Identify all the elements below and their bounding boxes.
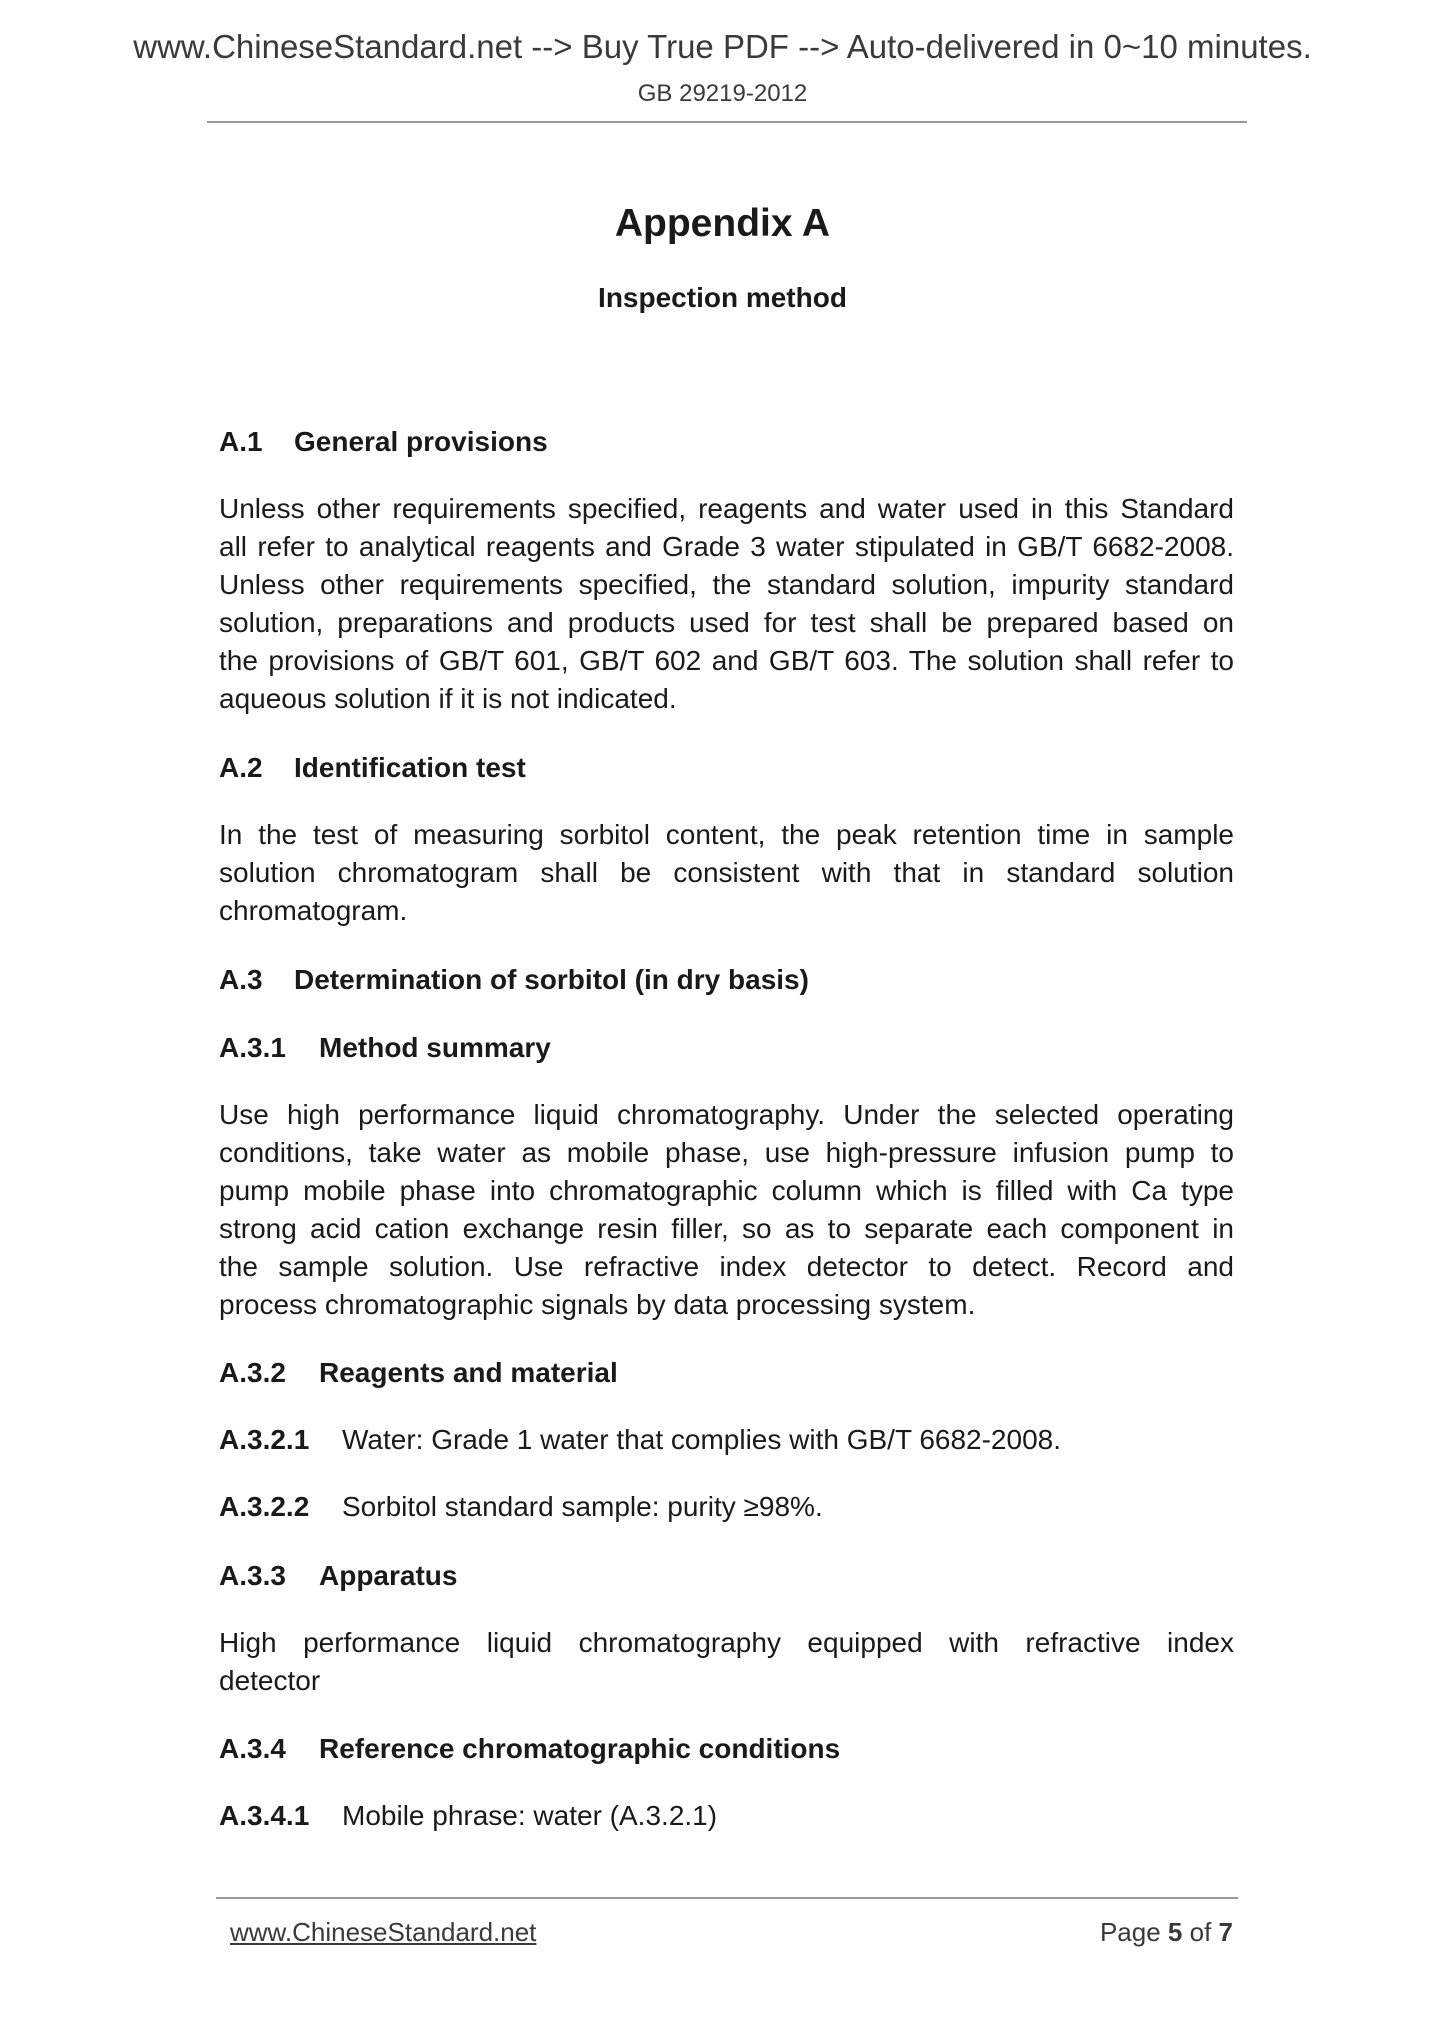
heading-number: A.2	[219, 752, 263, 783]
paragraph-line: chromatogram.	[219, 895, 408, 926]
heading-text: Determination of sorbitol (in dry basis)	[294, 964, 809, 995]
heading-a31	[219, 1029, 551, 1067]
heading-text: Reference chromatographic conditions	[319, 1733, 841, 1764]
paragraph-line: all refer to analytical reagents and Grade 3 water stipulated in GB/T 6682-2008.	[219, 531, 1234, 562]
paragraph-line: solution, preparations and products used for test shall be prepared based on	[219, 607, 1234, 638]
heading-number: A.3.2	[219, 1357, 286, 1388]
item-a321	[219, 1421, 1061, 1459]
heading-number: A.1	[219, 426, 263, 457]
heading-text: Apparatus	[319, 1560, 458, 1591]
item-text: Mobile phrase: water (A.3.2.1)	[342, 1800, 718, 1831]
heading-a2	[219, 749, 526, 787]
item-a322	[219, 1488, 823, 1526]
paragraph-line: the sample solution. Use refractive index detector to detect. Record and	[219, 1251, 1234, 1282]
item-number: A.3.2.1	[219, 1424, 310, 1455]
paragraph-line: process chromatographic signals by data processing system.	[219, 1289, 976, 1320]
page-label: Page	[1099, 1917, 1161, 1947]
paragraph-line: High performance liquid chromatography equipped with refractive index	[219, 1627, 1234, 1658]
total-pages: 7	[1218, 1917, 1233, 1947]
paragraph-line: Unless other requirements specified, the standard solution, impurity standard	[219, 569, 1234, 600]
footer-site-link[interactable]: www.ChineseStandard.net	[230, 1917, 537, 1947]
header-divider	[207, 121, 1247, 123]
heading-number: A.3	[219, 964, 263, 995]
paragraph-a1	[219, 490, 1234, 718]
paragraph-line: Unless other requirements specified, reagents and water used in this Standard	[219, 493, 1234, 524]
paragraph-line: pump mobile phase into chromatographic column which is filled with Ca type	[219, 1175, 1234, 1206]
heading-text: Reagents and material	[319, 1357, 618, 1388]
item-a341	[219, 1797, 717, 1835]
heading-a1	[219, 423, 548, 461]
document-code: GB 29219-2012	[637, 80, 808, 107]
heading-number: A.3.4	[219, 1733, 286, 1764]
current-page: 5	[1167, 1917, 1183, 1947]
paragraph-line: the provisions of GB/T 601, GB/T 602 and GB/T 603. The solution shall refer to	[219, 645, 1234, 676]
heading-text: General provisions	[294, 426, 548, 457]
paragraph-a33	[219, 1624, 1234, 1700]
heading-text: Method summary	[319, 1032, 551, 1063]
heading-a32	[219, 1354, 618, 1392]
heading-text: Identification test	[294, 752, 526, 783]
paragraph-line: detector	[219, 1665, 321, 1696]
paragraph-a2	[219, 816, 1234, 930]
page-number	[1100, 1917, 1233, 1948]
footer-divider	[216, 1897, 1238, 1899]
paragraph-line: strong acid cation exchange resin filler, so as to separate each component in	[219, 1213, 1234, 1244]
page-of-label: of	[1189, 1917, 1212, 1947]
item-number: A.3.2.2	[219, 1491, 310, 1522]
item-number: A.3.4.1	[219, 1800, 310, 1831]
item-text: Sorbitol standard sample: purity ≥98%.	[342, 1491, 823, 1522]
header-banner: www.ChineseStandard.net --> Buy True PDF --> Auto-delivered in 0~10 minutes.	[133, 28, 1312, 65]
page-subtitle: Inspection method	[598, 282, 847, 313]
paragraph-line: Use high performance liquid chromatography. Under the selected operating	[219, 1099, 1234, 1130]
heading-number: A.3.3	[219, 1560, 286, 1591]
paragraph-line: aqueous solution if it is not indicated.	[219, 683, 677, 714]
heading-a34	[219, 1730, 840, 1768]
heading-a3	[219, 961, 809, 999]
heading-a33	[219, 1557, 457, 1595]
paragraph-line: conditions, take water as mobile phase, use high-pressure infusion pump to	[219, 1137, 1234, 1168]
paragraph-a31	[219, 1096, 1234, 1324]
page-title: Appendix A	[614, 202, 831, 245]
paragraph-line: solution chromatogram shall be consistent with that in standard solution	[219, 857, 1234, 888]
paragraph-line: In the test of measuring sorbitol content, the peak retention time in sample	[219, 819, 1234, 850]
item-text: Water: Grade 1 water that complies with GB/T 6682-2008.	[342, 1424, 1062, 1455]
heading-number: A.3.1	[219, 1032, 286, 1063]
